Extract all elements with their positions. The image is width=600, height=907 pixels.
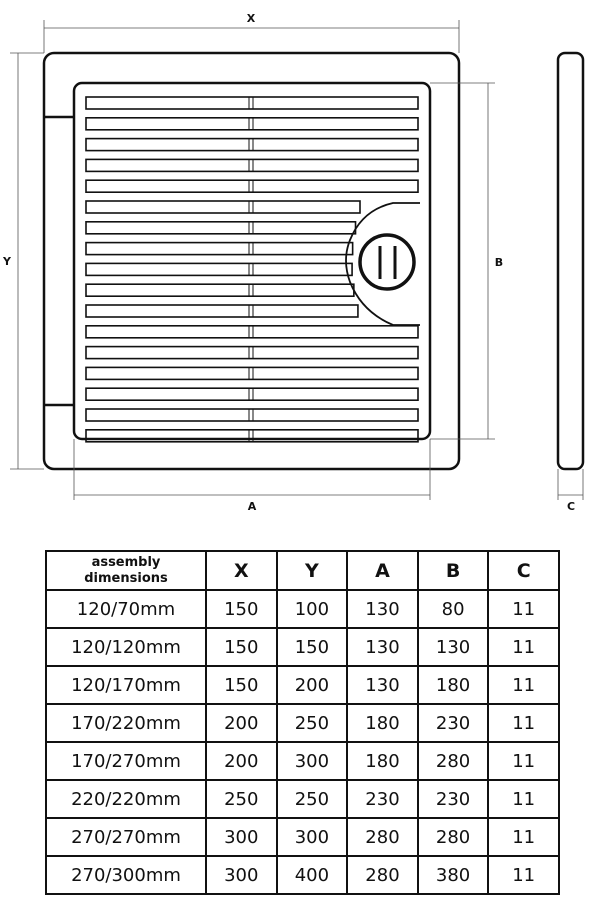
cell-assembly: 220/220mm	[46, 780, 206, 818]
dim-label-b: B	[494, 256, 504, 269]
header-assembly-dimensions	[46, 551, 206, 590]
cell-c: 11	[488, 628, 559, 666]
cell-x: 200	[206, 742, 277, 780]
header-x: X	[206, 551, 277, 590]
cell-x: 150	[206, 666, 277, 704]
cell-b: 230	[418, 780, 489, 818]
cell-y: 300	[277, 742, 348, 780]
cell-y: 250	[277, 780, 348, 818]
table-row	[46, 628, 559, 666]
cell-b: 280	[418, 818, 489, 856]
cell-c: 11	[488, 590, 559, 628]
dim-label-y: Y	[3, 255, 11, 268]
grille-slat	[86, 159, 418, 171]
grille-slat	[86, 97, 418, 109]
cell-x: 200	[206, 704, 277, 742]
cell-assembly: 270/300mm	[46, 856, 206, 894]
table-row	[46, 666, 559, 704]
grille-slat	[86, 139, 418, 151]
cell-x: 150	[206, 590, 277, 628]
cell-assembly: 120/120mm	[46, 628, 206, 666]
cell-c: 11	[488, 856, 559, 894]
cell-x: 250	[206, 780, 277, 818]
cell-a: 280	[347, 856, 418, 894]
header-y: Y	[277, 551, 348, 590]
table-row	[46, 742, 559, 780]
inner-door	[74, 83, 430, 439]
table-row	[46, 856, 559, 894]
cell-x: 150	[206, 628, 277, 666]
outer-frame	[44, 53, 459, 469]
grille-slats	[86, 97, 418, 442]
header-a: A	[347, 551, 418, 590]
header-line-2: dimensions	[84, 570, 168, 586]
header-line-1: assembly	[91, 554, 161, 570]
cell-assembly: 120/170mm	[46, 666, 206, 704]
cell-y: 150	[277, 628, 348, 666]
table-row	[46, 590, 559, 628]
cell-a: 230	[347, 780, 418, 818]
dim-label-c: C	[566, 500, 576, 513]
cell-assembly: 170/220mm	[46, 704, 206, 742]
cell-a: 280	[347, 818, 418, 856]
cell-y: 200	[277, 666, 348, 704]
cell-b: 230	[418, 704, 489, 742]
cell-b: 180	[418, 666, 489, 704]
cell-y: 100	[277, 590, 348, 628]
grille-slat	[86, 367, 418, 379]
cell-c: 11	[488, 818, 559, 856]
table-row	[46, 780, 559, 818]
dim-label-x: X	[246, 12, 256, 25]
cell-y: 300	[277, 818, 348, 856]
cell-b: 80	[418, 590, 489, 628]
grille-slat	[86, 305, 358, 317]
handle-knob	[360, 235, 414, 289]
cell-a: 130	[347, 628, 418, 666]
cell-assembly: 120/70mm	[46, 590, 206, 628]
cell-y: 250	[277, 704, 348, 742]
cell-x: 300	[206, 818, 277, 856]
grille-slat	[86, 326, 418, 338]
cell-c: 11	[488, 666, 559, 704]
cell-a: 180	[347, 742, 418, 780]
grille-slat	[86, 263, 352, 275]
cell-assembly: 270/270mm	[46, 818, 206, 856]
cell-b: 130	[418, 628, 489, 666]
grille-slat	[86, 347, 418, 359]
cell-x: 300	[206, 856, 277, 894]
cell-a: 130	[347, 666, 418, 704]
cell-b: 280	[418, 742, 489, 780]
grille-slat	[86, 388, 418, 400]
handle-notch	[346, 203, 420, 325]
table-row	[46, 704, 559, 742]
grille-slat	[86, 180, 418, 192]
grille-slat	[86, 222, 356, 234]
header-c: C	[488, 551, 559, 590]
grille-slat	[86, 243, 353, 255]
cell-assembly: 170/270mm	[46, 742, 206, 780]
cell-y: 400	[277, 856, 348, 894]
table-row	[46, 818, 559, 856]
table-header-row	[46, 551, 559, 590]
side-profile	[558, 53, 583, 469]
grille-slat	[86, 284, 354, 296]
dim-label-a: A	[247, 500, 257, 513]
cell-b: 380	[418, 856, 489, 894]
cell-a: 130	[347, 590, 418, 628]
grille-slat	[86, 201, 360, 213]
grille-slat	[86, 118, 418, 130]
cell-a: 180	[347, 704, 418, 742]
grille-slat	[86, 409, 418, 421]
cell-c: 11	[488, 780, 559, 818]
cell-c: 11	[488, 704, 559, 742]
header-b: B	[418, 551, 489, 590]
cell-c: 11	[488, 742, 559, 780]
dimensions-table	[45, 550, 560, 895]
